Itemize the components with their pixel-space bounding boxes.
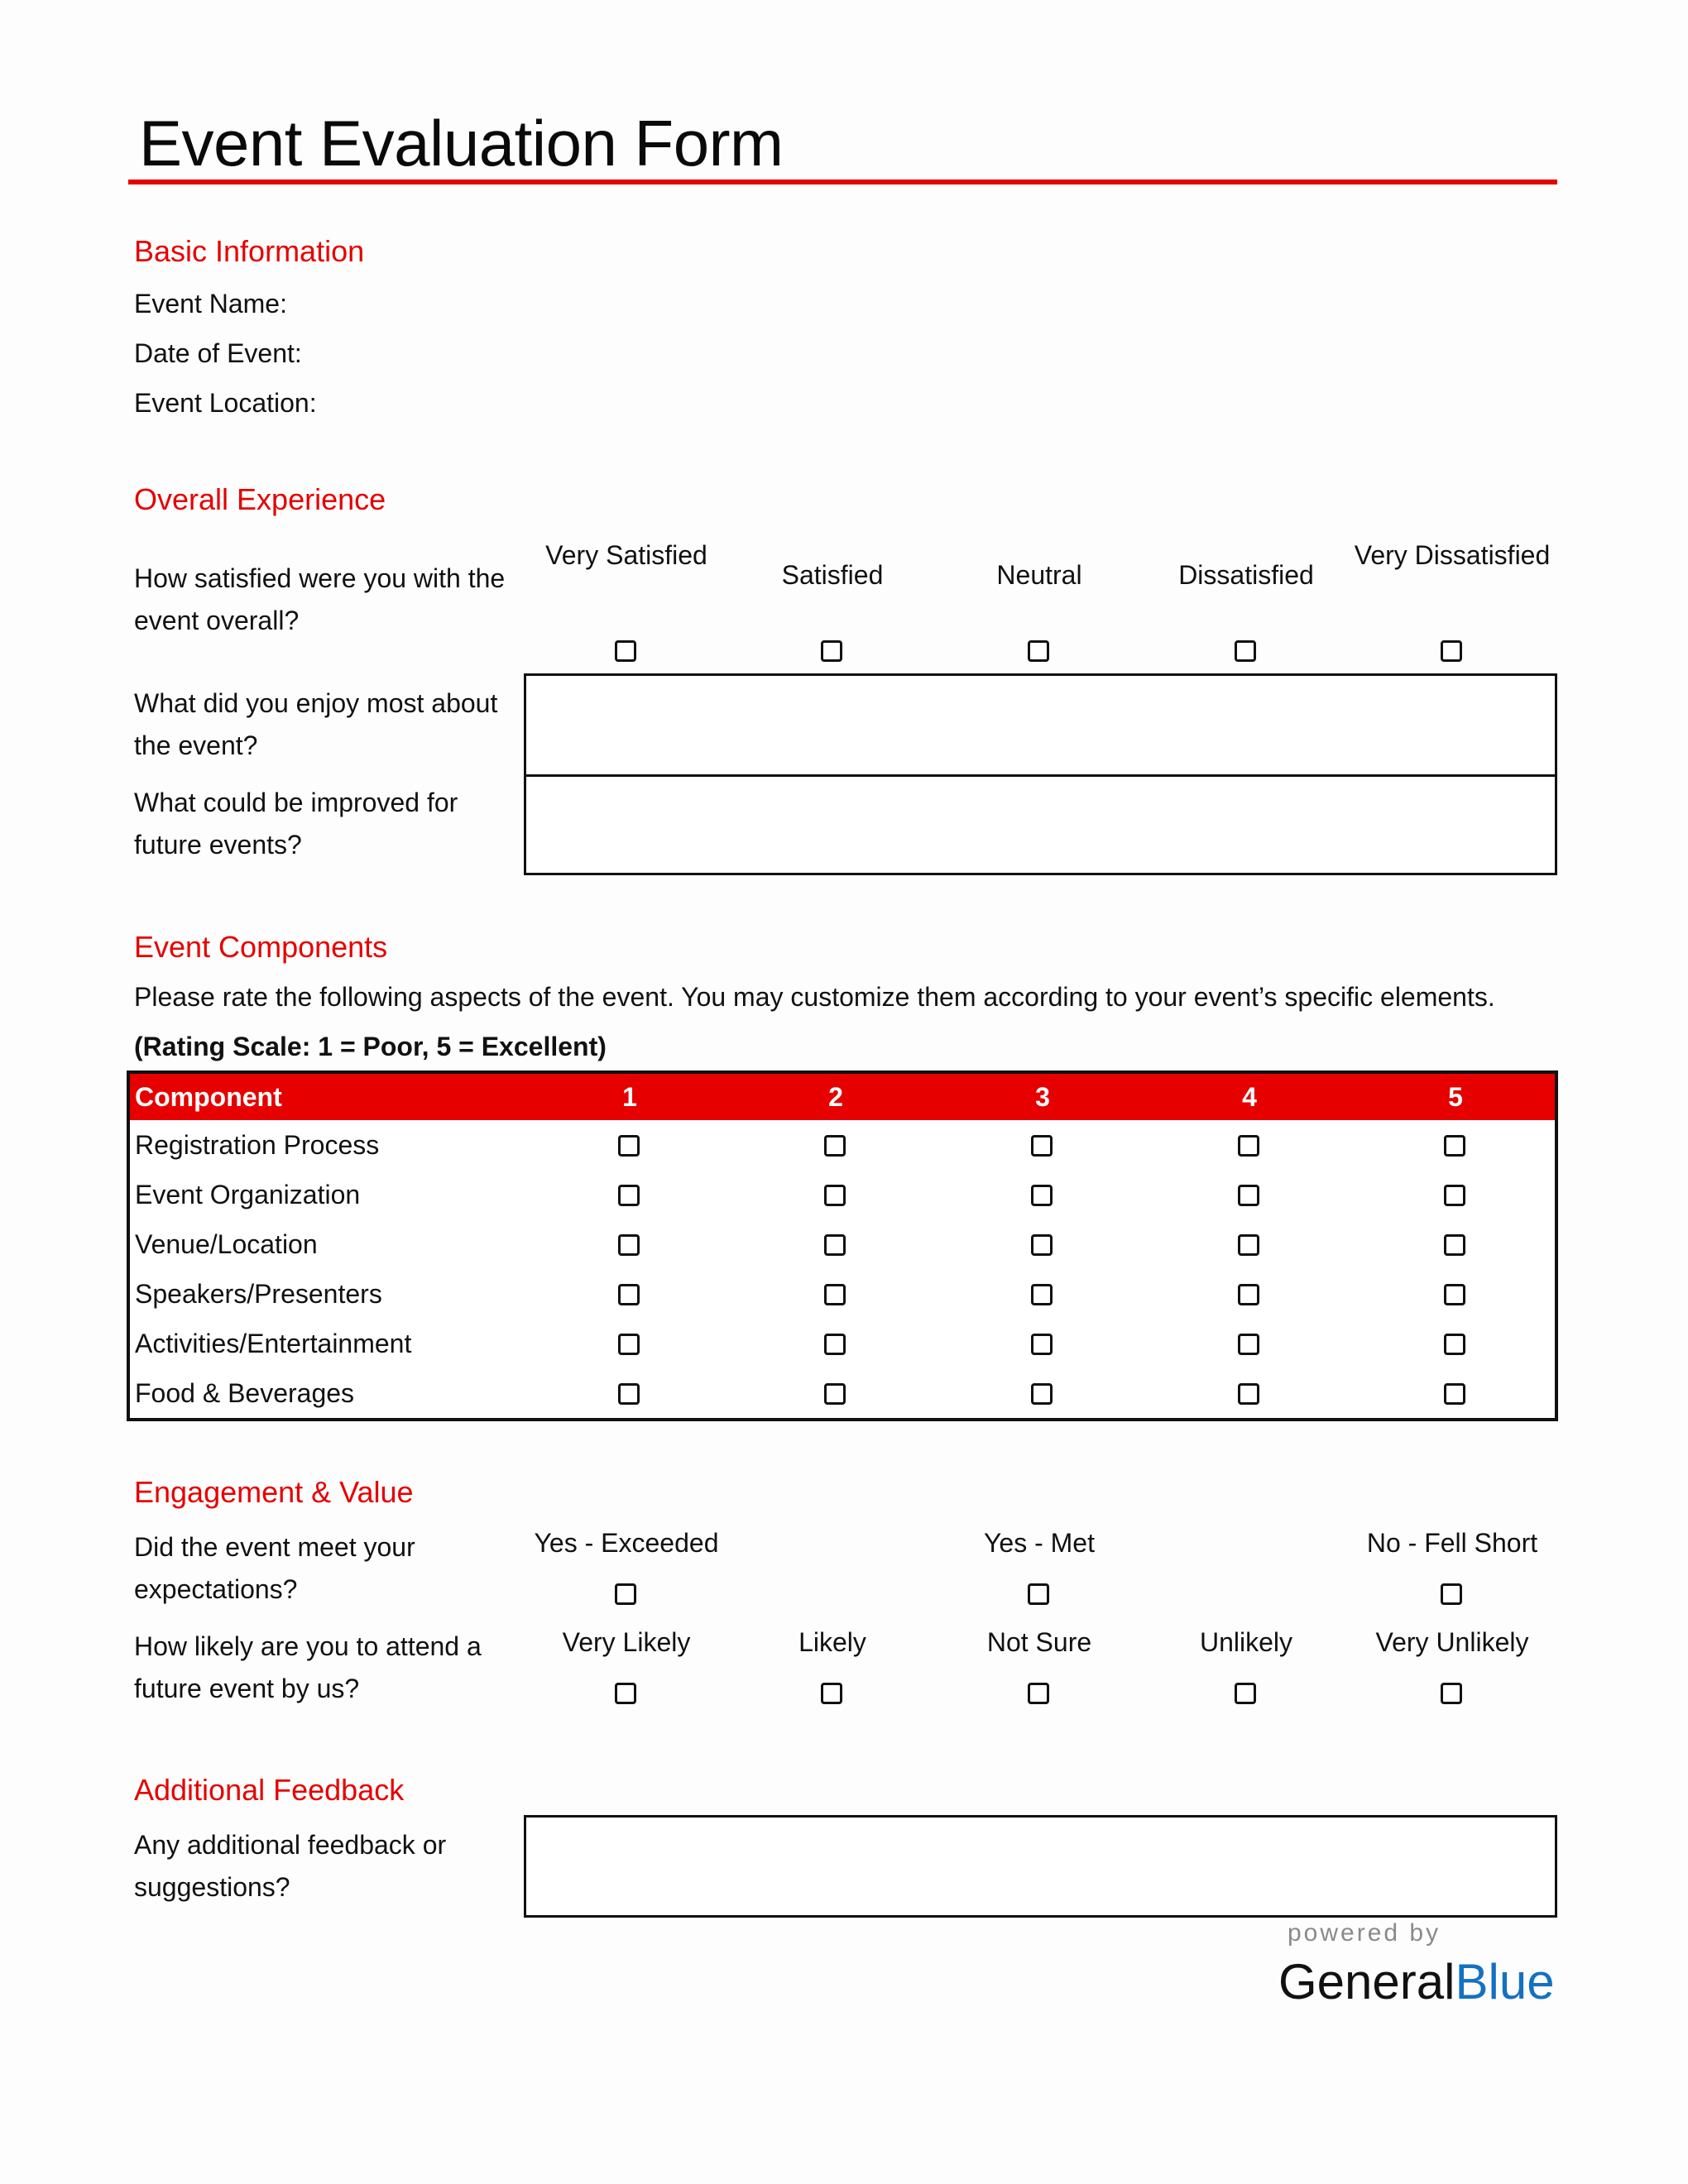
checkbox-organization-1[interactable] bbox=[618, 1185, 640, 1206]
components-rating-table bbox=[127, 1070, 1558, 1421]
enjoy-question: What did you enjoy most about the event? bbox=[134, 688, 498, 760]
option-very-satisfied-label: Very Satisfied bbox=[545, 540, 707, 570]
event-name-field[interactable] bbox=[134, 283, 287, 325]
checkbox-organization-4[interactable] bbox=[1238, 1185, 1259, 1206]
event-name-label: Event Name: bbox=[134, 289, 287, 318]
table-header-row bbox=[130, 1074, 1555, 1120]
improve-answer-textarea[interactable] bbox=[526, 777, 1555, 873]
checkbox-activities-1[interactable] bbox=[618, 1334, 640, 1355]
option-likely-label: Likely bbox=[798, 1627, 866, 1657]
checkbox-speakers-1[interactable] bbox=[618, 1284, 640, 1305]
checkbox-food-3[interactable] bbox=[1031, 1383, 1053, 1405]
additional-feedback-textarea[interactable] bbox=[524, 1815, 1557, 1918]
checkbox-yes-exceeded[interactable] bbox=[615, 1583, 636, 1605]
checkbox-venue-4[interactable] bbox=[1238, 1234, 1259, 1256]
checkbox-venue-5[interactable] bbox=[1444, 1234, 1465, 1256]
checkbox-activities-4[interactable] bbox=[1238, 1334, 1259, 1355]
checkbox-registration-2[interactable] bbox=[824, 1135, 846, 1157]
checkbox-venue-3[interactable] bbox=[1031, 1234, 1053, 1256]
section-heading-additional-feedback: Additional Feedback bbox=[134, 1773, 405, 1807]
satisfaction-question: How satisfied were you with the event overall? bbox=[134, 563, 506, 635]
checkbox-activities-3[interactable] bbox=[1031, 1334, 1053, 1355]
expectations-question: Did the event meet your expectations? bbox=[134, 1532, 415, 1604]
checkbox-food-5[interactable] bbox=[1444, 1383, 1465, 1405]
section-heading-engagement-value: Engagement & Value bbox=[134, 1475, 414, 1509]
option-not-sure-label: Not Sure bbox=[986, 1627, 1092, 1657]
checkbox-very-dissatisfied[interactable] bbox=[1441, 640, 1462, 662]
header-rating-4: 4 bbox=[1242, 1082, 1257, 1112]
checkbox-yes-met[interactable] bbox=[1028, 1583, 1049, 1605]
checkbox-not-sure[interactable] bbox=[1028, 1683, 1049, 1704]
checkbox-registration-4[interactable] bbox=[1238, 1135, 1259, 1157]
row-label-food-beverages: Food & Beverages bbox=[135, 1378, 355, 1408]
components-intro-text: Please rate the following aspects of the event. You may customize them according to your event’s specific elements. bbox=[134, 982, 1495, 1012]
option-very-unlikely-label: Very Unlikely bbox=[1375, 1627, 1529, 1657]
checkbox-venue-1[interactable] bbox=[618, 1234, 640, 1256]
row-label-venue-location: Venue/Location bbox=[135, 1229, 318, 1259]
enjoy-answer-textarea[interactable] bbox=[526, 676, 1555, 774]
section-heading-overall-experience: Overall Experience bbox=[134, 482, 386, 516]
option-dissatisfied-label: Dissatisfied bbox=[1178, 560, 1314, 590]
enjoy-improve-text-areas bbox=[524, 673, 1557, 875]
row-label-event-organization: Event Organization bbox=[135, 1180, 361, 1209]
header-component: Component bbox=[135, 1082, 282, 1112]
checkbox-dissatisfied[interactable] bbox=[1235, 640, 1256, 662]
checkbox-activities-2[interactable] bbox=[824, 1334, 846, 1355]
option-yes-exceeded-label: Yes - Exceeded bbox=[534, 1528, 719, 1558]
header-rating-5: 5 bbox=[1448, 1082, 1463, 1112]
row-label-speakers-presenters: Speakers/Presenters bbox=[135, 1279, 382, 1309]
checkbox-no-fell-short[interactable] bbox=[1441, 1583, 1462, 1605]
header-rating-2: 2 bbox=[828, 1082, 843, 1112]
checkbox-satisfied[interactable] bbox=[821, 640, 842, 662]
option-unlikely-label: Unlikely bbox=[1199, 1627, 1293, 1657]
event-location-field[interactable] bbox=[134, 382, 317, 424]
checkbox-speakers-5[interactable] bbox=[1444, 1284, 1465, 1305]
checkbox-venue-2[interactable] bbox=[824, 1234, 846, 1256]
row-label-activities-entertainment: Activities/Entertainment bbox=[135, 1329, 412, 1358]
checkbox-registration-3[interactable] bbox=[1031, 1135, 1053, 1157]
date-of-event-field[interactable] bbox=[134, 333, 302, 375]
attend-future-question: How likely are you to attend a future event by us? bbox=[134, 1631, 482, 1703]
checkbox-organization-3[interactable] bbox=[1031, 1185, 1053, 1206]
rating-scale-note: (Rating Scale: 1 = Poor, 5 = Excellent) bbox=[134, 1032, 607, 1061]
section-heading-basic-information: Basic Information bbox=[134, 234, 365, 268]
checkbox-organization-2[interactable] bbox=[824, 1185, 846, 1206]
checkbox-speakers-2[interactable] bbox=[824, 1284, 846, 1305]
event-location-label: Event Location: bbox=[134, 388, 317, 418]
section-heading-event-components: Event Components bbox=[134, 930, 388, 964]
option-neutral-label: Neutral bbox=[996, 560, 1082, 590]
logo-general: General bbox=[1278, 1954, 1455, 2009]
option-no-fell-short-label: No - Fell Short bbox=[1366, 1528, 1538, 1558]
checkbox-registration-5[interactable] bbox=[1444, 1135, 1465, 1157]
header-rating-3: 3 bbox=[1035, 1082, 1050, 1112]
date-of-event-label: Date of Event: bbox=[134, 338, 302, 368]
generalblue-logo[interactable] bbox=[1278, 1952, 1555, 2012]
title-divider bbox=[128, 180, 1557, 184]
page-title: Event Evaluation Form bbox=[139, 107, 784, 180]
logo-blue: Blue bbox=[1455, 1954, 1555, 2009]
checkbox-very-satisfied[interactable] bbox=[615, 640, 636, 662]
additional-feedback-question: Any additional feedback or suggestions? bbox=[134, 1830, 447, 1902]
checkbox-activities-5[interactable] bbox=[1444, 1334, 1465, 1355]
checkbox-likely[interactable] bbox=[821, 1683, 842, 1704]
row-label-registration-process: Registration Process bbox=[135, 1130, 380, 1160]
option-very-dissatisfied-label: Very Dissatisfied bbox=[1354, 540, 1551, 570]
checkbox-speakers-3[interactable] bbox=[1031, 1284, 1053, 1305]
checkbox-unlikely[interactable] bbox=[1235, 1683, 1256, 1704]
improve-question: What could be improved for future events? bbox=[134, 788, 458, 860]
checkbox-food-2[interactable] bbox=[824, 1383, 846, 1405]
option-satisfied-label: Satisfied bbox=[781, 560, 884, 590]
checkbox-speakers-4[interactable] bbox=[1238, 1284, 1259, 1305]
option-very-likely-label: Very Likely bbox=[562, 1627, 691, 1657]
checkbox-neutral[interactable] bbox=[1028, 640, 1049, 662]
checkbox-food-4[interactable] bbox=[1238, 1383, 1259, 1405]
checkbox-very-unlikely[interactable] bbox=[1441, 1683, 1462, 1704]
option-yes-met-label: Yes - Met bbox=[984, 1528, 1095, 1558]
header-rating-1: 1 bbox=[622, 1082, 637, 1112]
checkbox-food-1[interactable] bbox=[618, 1383, 640, 1405]
checkbox-organization-5[interactable] bbox=[1444, 1185, 1465, 1206]
checkbox-very-likely[interactable] bbox=[615, 1683, 636, 1704]
checkbox-registration-1[interactable] bbox=[618, 1135, 640, 1157]
powered-by-text: powered by bbox=[1288, 1919, 1441, 1947]
